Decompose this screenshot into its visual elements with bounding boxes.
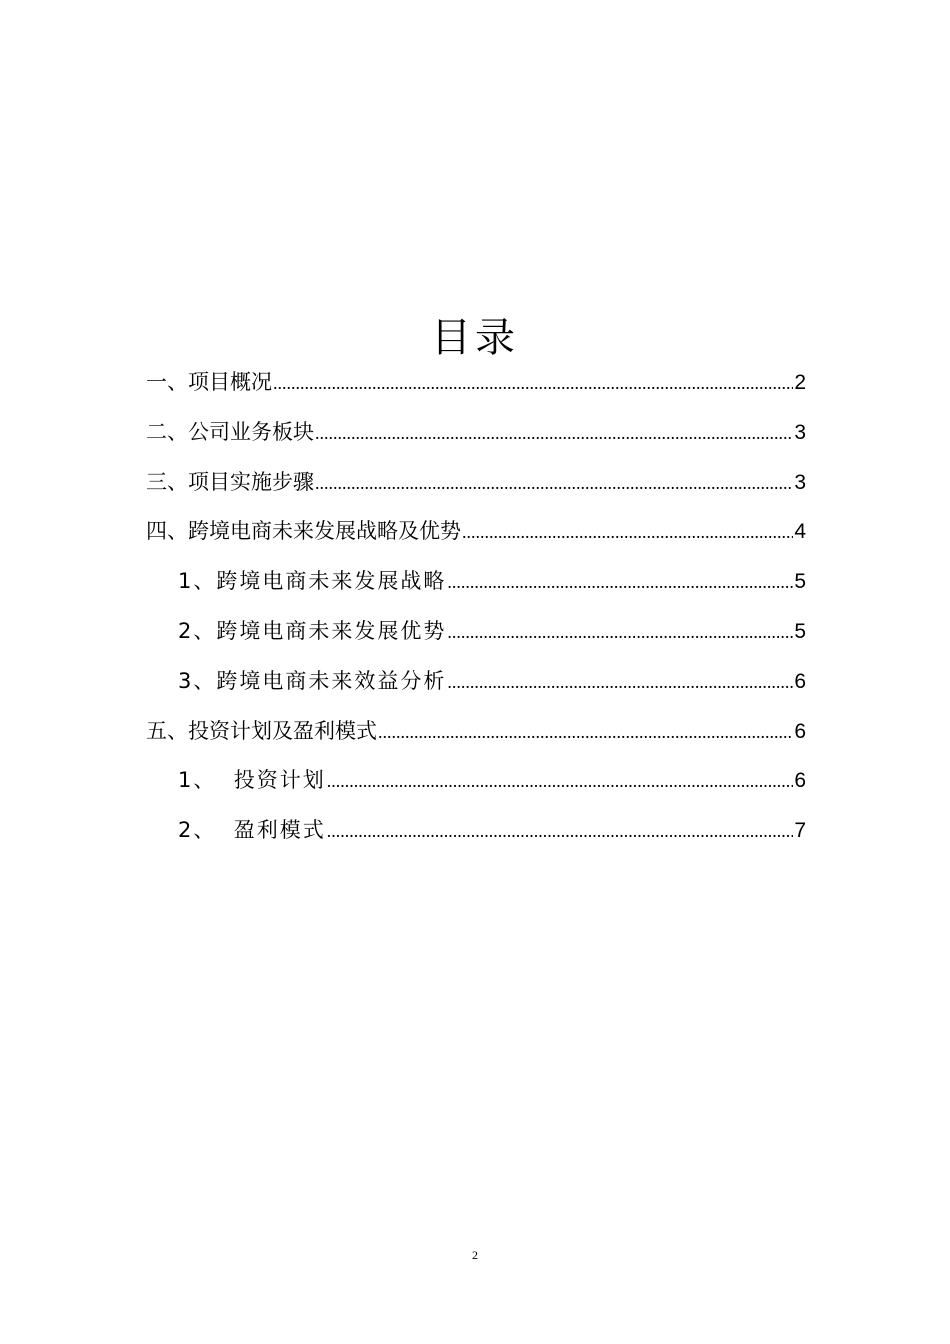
toc-entry[interactable] — [146, 358, 806, 408]
page-number: 2 — [472, 1248, 478, 1262]
toc-entry-text: 五、投资计划及盈利模式 — [146, 718, 377, 743]
toc-list — [146, 358, 806, 856]
toc-entry-page: 3 — [794, 420, 806, 444]
toc-entry-text: 1、 投资计划 — [178, 768, 326, 793]
toc-entry[interactable] — [146, 408, 806, 458]
toc-subentry[interactable] — [146, 806, 806, 856]
toc-subentry[interactable] — [146, 756, 806, 806]
toc-entry-text: 2、 盈利模式 — [178, 818, 326, 843]
toc-leader-dots — [447, 558, 793, 608]
toc-entry-text: 1、跨境电商未来发展战略 — [178, 569, 447, 594]
toc-entry-page: 6 — [794, 769, 806, 793]
toc-entry-text: 2、跨境电商未来发展优势 — [178, 618, 447, 643]
toc-subentry[interactable] — [146, 657, 806, 707]
toc-entry-page: 6 — [794, 719, 806, 743]
toc-entry[interactable] — [146, 458, 806, 508]
toc-entry-page: 2 — [794, 371, 806, 394]
toc-entry-page: 6 — [794, 669, 806, 693]
toc-entry-text: 二、公司业务板块 — [146, 419, 314, 444]
toc-leader-dots — [273, 359, 793, 409]
toc-leader-dots — [327, 757, 794, 807]
toc-entry[interactable] — [146, 707, 806, 757]
toc-leader-dots — [378, 708, 793, 758]
toc-entry-page: 5 — [794, 619, 806, 643]
toc-leader-dots — [315, 459, 793, 509]
toc-leader-dots — [462, 508, 793, 558]
toc-entry-page: 3 — [794, 470, 806, 494]
toc-entry-text: 四、跨境电商未来发展战略及优势 — [146, 519, 461, 544]
toc-title: 目录 — [431, 315, 519, 361]
toc-leader-dots — [315, 409, 793, 459]
toc-entry-text: 一、项目概况 — [146, 370, 272, 394]
toc-subentry[interactable] — [146, 607, 806, 657]
toc-leader-dots — [447, 658, 793, 708]
toc-subentry[interactable] — [146, 557, 806, 607]
toc-leader-dots — [447, 608, 793, 658]
toc-leader-dots — [327, 807, 794, 857]
toc-entry-page: 4 — [794, 520, 806, 544]
toc-entry[interactable] — [146, 507, 806, 557]
toc-entry-page: 5 — [794, 570, 806, 594]
toc-entry-text: 三、项目实施步骤 — [146, 469, 314, 494]
toc-entry-page: 7 — [794, 819, 806, 843]
toc-entry-text: 3、跨境电商未来效益分析 — [178, 668, 447, 693]
